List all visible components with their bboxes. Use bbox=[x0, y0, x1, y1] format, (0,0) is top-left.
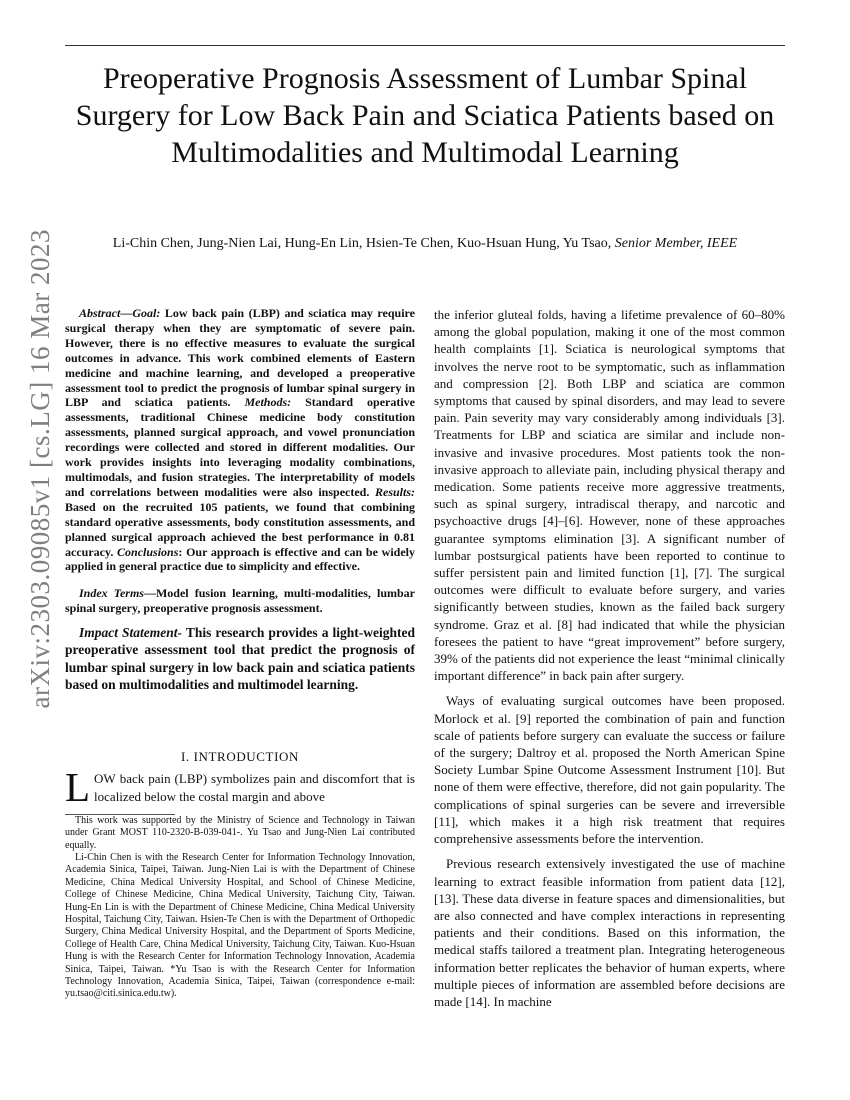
abstract-goal: Low back pain (LBP) and sciatica may require surgical therapy when they are symptomatic of severe pain. However, there is no effective measures to evaluate the surgical outcomes in advance. This work combined elements of Eastern medicine and machine learning, and developed a preoperative assessment tool to predict the prognosis of lumbar spinal surgery in LBP and sciatica patients. bbox=[65, 306, 415, 410]
abstract-methods: Standard operative assessments, traditional Chinese medicine body constitution assessments, planned surgical approach, and vowel pronunciation recordings were collected and stored in different modalities. Our work provides insights into leveraging modality combinations, multimodals, and fusion strategies. The interpretability of models and correlations between modalities were also inspected. bbox=[65, 395, 416, 499]
index-terms-text: —Model fusion learning, multi-modalities, lumbar spinal surgery, preoperative prognosis assessment. bbox=[65, 586, 415, 616]
abstract-results: Based on the recruited 105 patients, we found that combining standard operative assessments, body constitution assessments, and planned surgical approach achieved the best performance in 0.81 accuracy. bbox=[65, 499, 415, 559]
body-paragraph: Ways of evaluating surgical outcomes have been proposed. Morlock et al. [9] reported the combination of pain and function scale of patients before surgery can evaluate the success or failure of the surgery; Daltroy et al. proposed the North American Spine Society Lumbar Spine Outcome Assessment Instrument [10]. But none of them were effective, therefore, did not gain popularity. The complications of spinal surgeries can be severe and irreversible [11], which makes it a high risk treatment that requires comprehensive assessments before the intervention. bbox=[434, 693, 785, 847]
impact-text: This research provides a light-weighted preoperative assessment tool that predict the prognosis of lumbar spinal surgery in low back pain and sciatica patients based on multimodalities and multimodel learning. bbox=[65, 625, 416, 693]
abstract-conclusions-label: Conclusions bbox=[117, 544, 179, 559]
abstract-conclusions: : Our approach is effective and can be widely applied in general practice due to simplicity and effective. bbox=[65, 544, 415, 574]
header-rule bbox=[65, 45, 785, 46]
drop-cap: L bbox=[65, 764, 91, 811]
arxiv-stamp bbox=[22, 228, 58, 708]
abstract-results-label: Results: bbox=[374, 484, 415, 499]
intro-paragraph bbox=[65, 764, 415, 811]
intro-text: back pain (LBP) symbolizes pain and discomfort that is localized below the costal margin and above bbox=[94, 771, 415, 804]
body-paragraph: Previous research extensively investigated the use of machine learning to extract feasible information from patient data [12], [13]. These data diverse in feature spaces and dimensionalities, but are also connected and have complex interactions in representing patients and their conditions. Based on this information, the medical staffs tailored a treatment plan. Integrating heterogeneous information better replicates the behavior of human experts, where multiple pieces of information are assembled before decisions are made [14]. In machine bbox=[434, 856, 785, 1009]
section-heading: I. INTRODUCTION bbox=[180, 749, 300, 765]
author-names: Li-Chin Chen, Jung-Nien Lai, Hung-En Lin, Hsien-Te Chen, Kuo-Hsuan Hung, Yu Tsao, bbox=[112, 236, 612, 251]
impact-statement bbox=[65, 624, 415, 693]
intro-small-caps: OW bbox=[94, 771, 116, 787]
index-terms-label: Index Terms bbox=[79, 586, 144, 601]
body-paragraph: the inferior gluteal folds, having a lifetime prevalence of 60–80% among the global population, making it one of the most common health complaints [1]. Sciatica is neurological symptoms that involves the nerve root to be symptomatic, such as inflammation and compression [2]. Both LBP and sciatica are common symptoms that caused by spinal disorders, and may lead to severe pain. Pain severity may vary considerably among individuals [3]. Treatments for LBP and sciatica are similar and include non-invasive and invasive procedures. Most patients took the non-invasive approach to alleviate pain, including physical therapy and medication. Some patients receive more aggressive treatments, such as spinal surgery, intradiscal therapy, and narcotic and psychoactive drugs [4]–[6]. However, none of these approaches guarantee symptoms elimination [3]. A significant number of lumbar postsurgical patients have been reported to continue to suffer persistent pain and limited function [1], [7]. The surgical outcomes were difficult to evaluate before surgery, and varies significantly between studies, known as the failed back surgery syndrome. Graz et al. [8] had indicated that while the physician foresees the patient to have “great improvement” before surgery, 39% of the patients did not experience the least “minimal clinically important difference” in back pain after surgery. bbox=[434, 307, 785, 684]
index-terms bbox=[65, 586, 415, 616]
right-column bbox=[434, 306, 785, 1010]
impact-label: Impact Statement- bbox=[79, 625, 183, 641]
footnote-funding: This work was supported by the Ministry of Science and Technology in Taiwan under Grant MOST 110-2320-B-039-041-. Yu Tsao and Jung-Nien Lai contributed equally. bbox=[65, 814, 415, 851]
left-column bbox=[65, 306, 415, 1001]
abstract-methods-label: Methods: bbox=[244, 395, 292, 410]
paper-title: Preoperative Prognosis Assessment of Lumbar Spinal Surgery for Low Back Pain and Sciatica Patients based on Multimodalities and Multimodal Learning bbox=[75, 62, 775, 169]
author-membership: Senior Member, IEEE bbox=[614, 236, 738, 251]
abstract-label: Abstract—Goal: bbox=[79, 306, 161, 320]
arxiv-identifier: arXiv:2303.09085v1 [cs.LG] 16 Mar 2023 bbox=[24, 228, 55, 708]
abstract bbox=[65, 306, 415, 574]
footnote-affiliations: Li-Chin Chen is with the Research Center for Information Technology Innovation, Academia Sinica, Taipei, Taiwan. Jung-Nien Lai is with the Department of Chinese Medicine, China Medical University Hospital, and School of Chinese Medicine, College of Chinese Medicine, China Medical University, Taichung City, Taiwan. Hung-En Lin is with the Department of Chinese Medicine, China Medical University Hospital, Taichung City, Taiwan. Hsien-Te Chen is with the Department of Orthopedic Surgery, China Medical University Hospital, and the Department of Sports Medicine, College of Health Care, China Medical University, Taichung City, Taiwan. Kuo-Hsuan Hung is with the Research Center for Information Technology Innovation, Academia Sinica, Taipei, Taiwan. *Yu Tsao is with the Research Center for Information Technology Innovation, Academia Sinica, Taipei, Taiwan (correspondence e-mail: yu.tsao@citi.sinica.edu.tw). bbox=[65, 851, 415, 1000]
author-list bbox=[60, 236, 790, 252]
